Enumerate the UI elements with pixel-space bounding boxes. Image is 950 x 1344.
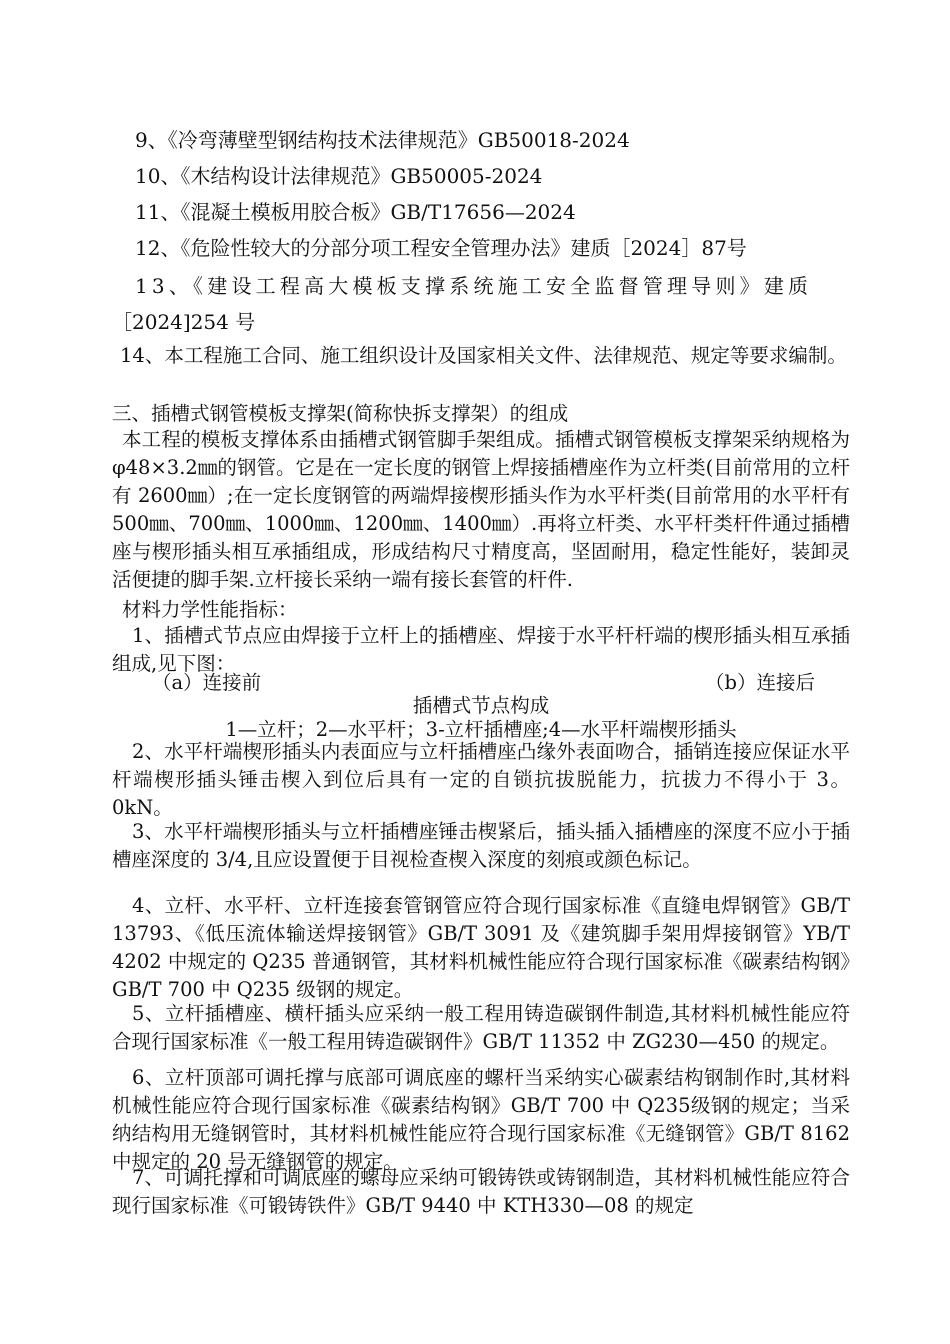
- material-item-5: 5、立杆插槽座、横杆插头应采纳一般工程用铸造碳钢件制造,其材料机械性能应符合现行国家标准《一般工程用铸造碳钢件》GB/T 11352 中 ZG230—450 的规定。: [112, 1002, 850, 1053]
- reference-item-13: 13、《建设工程高大模板支撑系统施工安全监督管理导则》建质: [135, 274, 813, 298]
- reference-item-11: 11、《混凝土模板用胶合板》GB/T17656—2024: [135, 200, 576, 224]
- figure-legend: 1—立杆；2—水平杆；3-立杆插槽座;4—水平杆端楔形插头: [225, 718, 737, 741]
- material-item-6: 6、立杆顶部可调托撑与底部可调底座的螺杆当采纳实心碳素结构钢制作时,其材料机械性能应符合现行国家标准《碳素结构钢》GB/T 700 中 Q235级钢的规定；当采纳结构用无缝钢管时，其材料机械性能应符合现行国家标准《无缝钢管》GB/T 8162 中规定的 20 号无缝钢管的规定。: [112, 1066, 850, 1173]
- material-item-7: 7、可调托撑和可调底座的螺母应采纳可锻铸铁或铸钢制造，其材料机械性能应符合现行国家标准《可锻铸铁件》GB/T 9440 中 KTH330—08 的规定: [112, 1166, 850, 1217]
- section-intro: 本工程的模板支撑体系由插槽式钢管脚手架组成。插槽式钢管模板支撑架采纳规格为 φ48×3.2㎜的钢管。它是在一定长度的钢管上焊接插槽座作为立杆类(目前常用的立杆有 2600㎜）;在一定长度钢管的两端焊接楔形插头作为水平杆类(目前常用的水平杆有 500㎜、700㎜、1000㎜、1200㎜、1400㎜）.再将立杆类、水平杆类杆件通过插槽座与楔形插头相互承插组成，形成结构尺寸精度高，坚固耐用，稳定性能好，装卸灵活便捷的脚手架.立杆接长采纳一端有接长套管的杆件.: [112, 428, 850, 591]
- section-heading: 三、插槽式钢管模板支撑架(简称快拆支撑架）的组成: [112, 402, 569, 425]
- material-item-4: 4、立杆、水平杆、立杆连接套管钢管应符合现行国家标准《直缝电焊钢管》GB/T 13793、《低压流体输送焊接钢管》GB/T 3091 及《建筑脚手架用焊接钢管》YB/T 4202 中规定的 Q235 普通钢管，其材料机械性能应符合现行国家标准《碳素结构钢》GB/T 700 中 Q235 级钢的规定。: [112, 894, 850, 1001]
- figure-caption-b: （b）连接后: [705, 671, 815, 694]
- reference-item-10: 10、《木结构设计法律规范》GB50005-2024: [135, 164, 543, 188]
- material-item-3: 3、水平杆端楔形插头与立杆插槽座锤击楔紧后，插头插入插槽座的深度不应小于插槽座深度的 3/4,且应设置便于目视检查楔入深度的刻痕或颜色标记。: [112, 820, 850, 871]
- reference-item-9: 9、《冷弯薄壁型钢结构技术法律规范》GB50018-2024: [135, 128, 630, 152]
- material-item-2: 2、水平杆端楔形插头内表面应与立杆插槽座凸缘外表面吻合，插销连接应保证水平杆端楔形插头锤击楔入到位后具有一定的自锁抗拔脱能力，抗拔力不得小于 3。0kN。: [112, 740, 850, 819]
- reference-item-13-continued: ［2024]254 号: [112, 310, 256, 334]
- figure-caption-a: （a）连接前: [152, 671, 262, 694]
- reference-item-12: 12、《危险性较大的分部分项工程安全管理办法》建质［2024］87号: [135, 236, 747, 260]
- material-item-1: 1、插槽式节点应由焊接于立杆上的插槽座、焊接于水平杆杆端的楔形插头相互承插组成,见下图：: [112, 624, 850, 675]
- material-heading: 材料力学性能指标：: [122, 598, 298, 621]
- item-14: 14、本工程施工合同、施工组织设计及国家相关文件、法律规范、规定等要求编制。: [120, 344, 847, 367]
- figure-title: 插槽式节点构成: [412, 694, 550, 717]
